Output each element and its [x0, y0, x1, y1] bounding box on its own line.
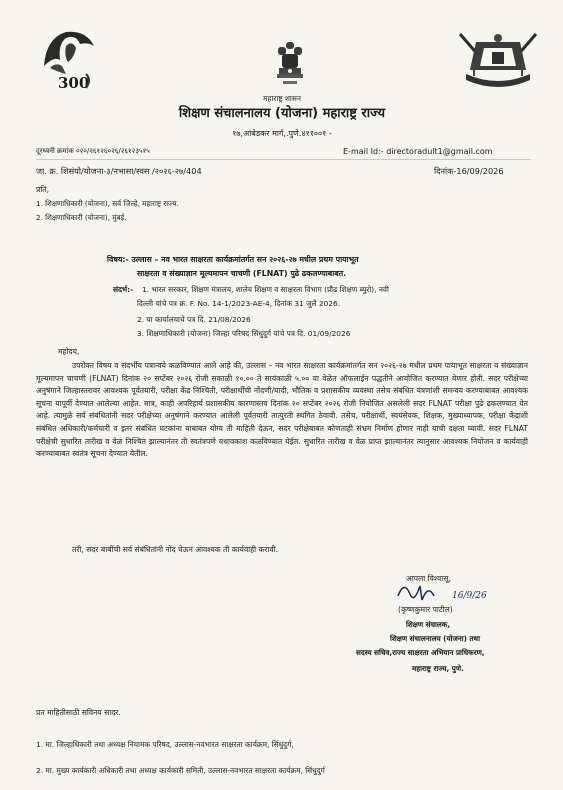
- literacy-mission-logo: [456, 30, 540, 92]
- state-label: महाराष्ट्र शासन: [263, 94, 301, 103]
- signatory-designation: महाराष्ट्र राज्य, पुणे.: [412, 664, 464, 673]
- signatory-designation: शिक्षण संचालक,: [406, 620, 451, 629]
- reference-item: दिल्ली यांचे पत्र क्र. F. No. 14-1/2023-AE-4, दिनांक 31 जुलै 2026.: [137, 299, 341, 308]
- subject-line: विषय:- उल्लास – नव भारत साक्षरता कार्यक्रमांतर्गत सन २०२६-२७ मधील प्रथम पायाभूत: [107, 255, 359, 264]
- logo-number: 300: [58, 74, 90, 92]
- recipient-item: 1. शिक्षणाधिकारी (योजना), सर्व जिल्हे, महाराष्ट्र राज्य.: [36, 199, 179, 208]
- reference-item: 3. शिक्षणाधिकारी (योजना) जिल्हा परिषद सिंधुदुर्ग यांचे पत्र दि. 01/09/2026: [137, 329, 351, 338]
- reference-item: 2. या कार्यालयाचे पत्र दि. 21/08/2026: [137, 315, 251, 324]
- references-label: संदर्भ:-: [113, 285, 134, 294]
- phone-numbers: दूरध्वनी क्रमांक ०२०/२६१२६०२६/२६१२३५१५: [36, 147, 150, 155]
- reference-number: जा. क्र. शिसंयो/योजना-३/नभासा/स्वस /२०२६-२७/404: [36, 166, 202, 176]
- anniversary-logo: [36, 26, 106, 94]
- header-divider: [36, 159, 531, 160]
- body-paragraph: उपरोक्त विषय व संदर्भीय पत्रान्वये कळविण्यात आले आहे की, उल्लास – नव भारत साक्षरता कार्यक्रमांतर्गत सन २०२६-२७ मधील प्रथम पायाभूत साक्षरता व संख्याज्ञान मूल्यमापन चाचणी (FLNAT) दिनांक २० सप्टेंबर २०२६ रोजी सकाळी १०.०० ते सायंकाळी ५.०० या वेळेत ऑफलाईन पद्धतीने आयोजित करण्यात येणार होती. सदर परीक्षेच्या अनुषंगाने जिल्हास्तरावर आवश्यक पूर्वतयारी, परीक्षा केंद्र निश्चिती, परीक्षार्थींची नोंदणी/यादी, भौतिक व प्रशासकीय व्यवस्था तसेच संबंधित यंत्रणांशी समन्वय करण्याबाबत आवश्यक सूचना यापूर्वी देण्यात आलेल्या आहेत. मात्र, काही अपरिहार्य प्रशासकीय कारणास्तव दिनांक २० सप्टेंबर २०२६ रोजी नियोजित असलेली सदर FLNAT परीक्षा पुढे ढकलण्यात येत आहे. त्यामुळे सर्व संबंधितांनी सदर परीक्षेच्या अनुषंगाने करण्यात आलेली पूर्वतयारी तात्पुरती स्थगित ठेवावी. तसेच, परीक्षार्थी, स्वयंसेवक, शिक्षक, मुख्याध्यापक, परीक्षा केंद्राशी संबंधित अधिकारी/कर्मचारी व इतर संबंधित घटकांना याबाबत योग्य ती माहिती देऊन, सदर परीक्षेबाबत कोणताही संभ्रम निर्माण होणार नाही याची दक्षता घ्यावी. सदर FLNAT परीक्षेची सुधारित तारीख व वेळ निश्चित झाल्यानंतर ती स्वतंत्रपणे यथावकाश कळविण्यात येईल. सुधारित तारीख व वेळ प्राप्त झाल्यानंतर त्यानुसार आवश्यक नियोजन व कार्यवाही करण्याबाबत स्वतंत्र सूचना देण्यात येतील.: [36, 361, 528, 459]
- subject-line: साक्षरता व संख्याज्ञान मूल्यमापन चाचणी (FLNAT) पुढे ढकलण्याबाबत.: [137, 269, 347, 278]
- copy-label: प्रत माहितीसाठी सविनय सादर.: [36, 708, 121, 717]
- signatory-designation: शिक्षण संचालनालय (योजना) तथा: [390, 634, 480, 643]
- office-title: शिक्षण संचालनालय (योजना) महाराष्ट्र राज्य: [178, 106, 386, 121]
- signatory-name: (कृष्णकुमार पाटील): [398, 605, 453, 614]
- office-address: १७,आंबेडकर मार्ग,.पुणे.४११००१ -: [232, 129, 332, 138]
- recipient-item: 2. शिक्षणाधिकारी (योजना), मुंबई.: [36, 213, 127, 222]
- copy-item: 1. मा. जिल्हाधिकारी तथा अध्यक्ष नियामक परिषद, उल्लास-नवभारत साक्षरता कार्यक्रम, सिंधुदुर्ग,: [36, 740, 294, 749]
- recipients-label: प्रति,: [36, 185, 50, 194]
- copy-item: 2. मा. मुख्य कार्यकारी अधिकारी तथा अध्यक्ष कार्यकारी समिती, उल्लास-नवभारत साक्षरता कार्यक्रम, सिंधुदुर्ग: [36, 766, 325, 775]
- reference-item: 1. भारत सरकार, शिक्षण मंत्रालय, शालेय शिक्षण व साक्षरता विभाग (प्रौढ शिक्षण ब्युरो), नवी: [142, 285, 389, 294]
- valediction: आपला विश्वासू,: [406, 574, 451, 583]
- letter-date: दिनांक-16/09/2026: [434, 166, 504, 176]
- signature-date: 16/9/26: [452, 591, 487, 601]
- state-emblem: [271, 40, 309, 92]
- email-address: E-mail Id:- directoradult1@gmail.com: [343, 147, 493, 156]
- signatory-designation: सदस्य सचिव,राज्य साक्षरता अभियान प्राधिकरण,: [356, 648, 485, 657]
- salutation: महोदय,: [58, 347, 80, 356]
- closing-line: तरी, सदर बाबींची सर्व संबंधितांनी नोंद घेऊन आवश्यक ती कार्यवाही करावी.: [72, 545, 279, 554]
